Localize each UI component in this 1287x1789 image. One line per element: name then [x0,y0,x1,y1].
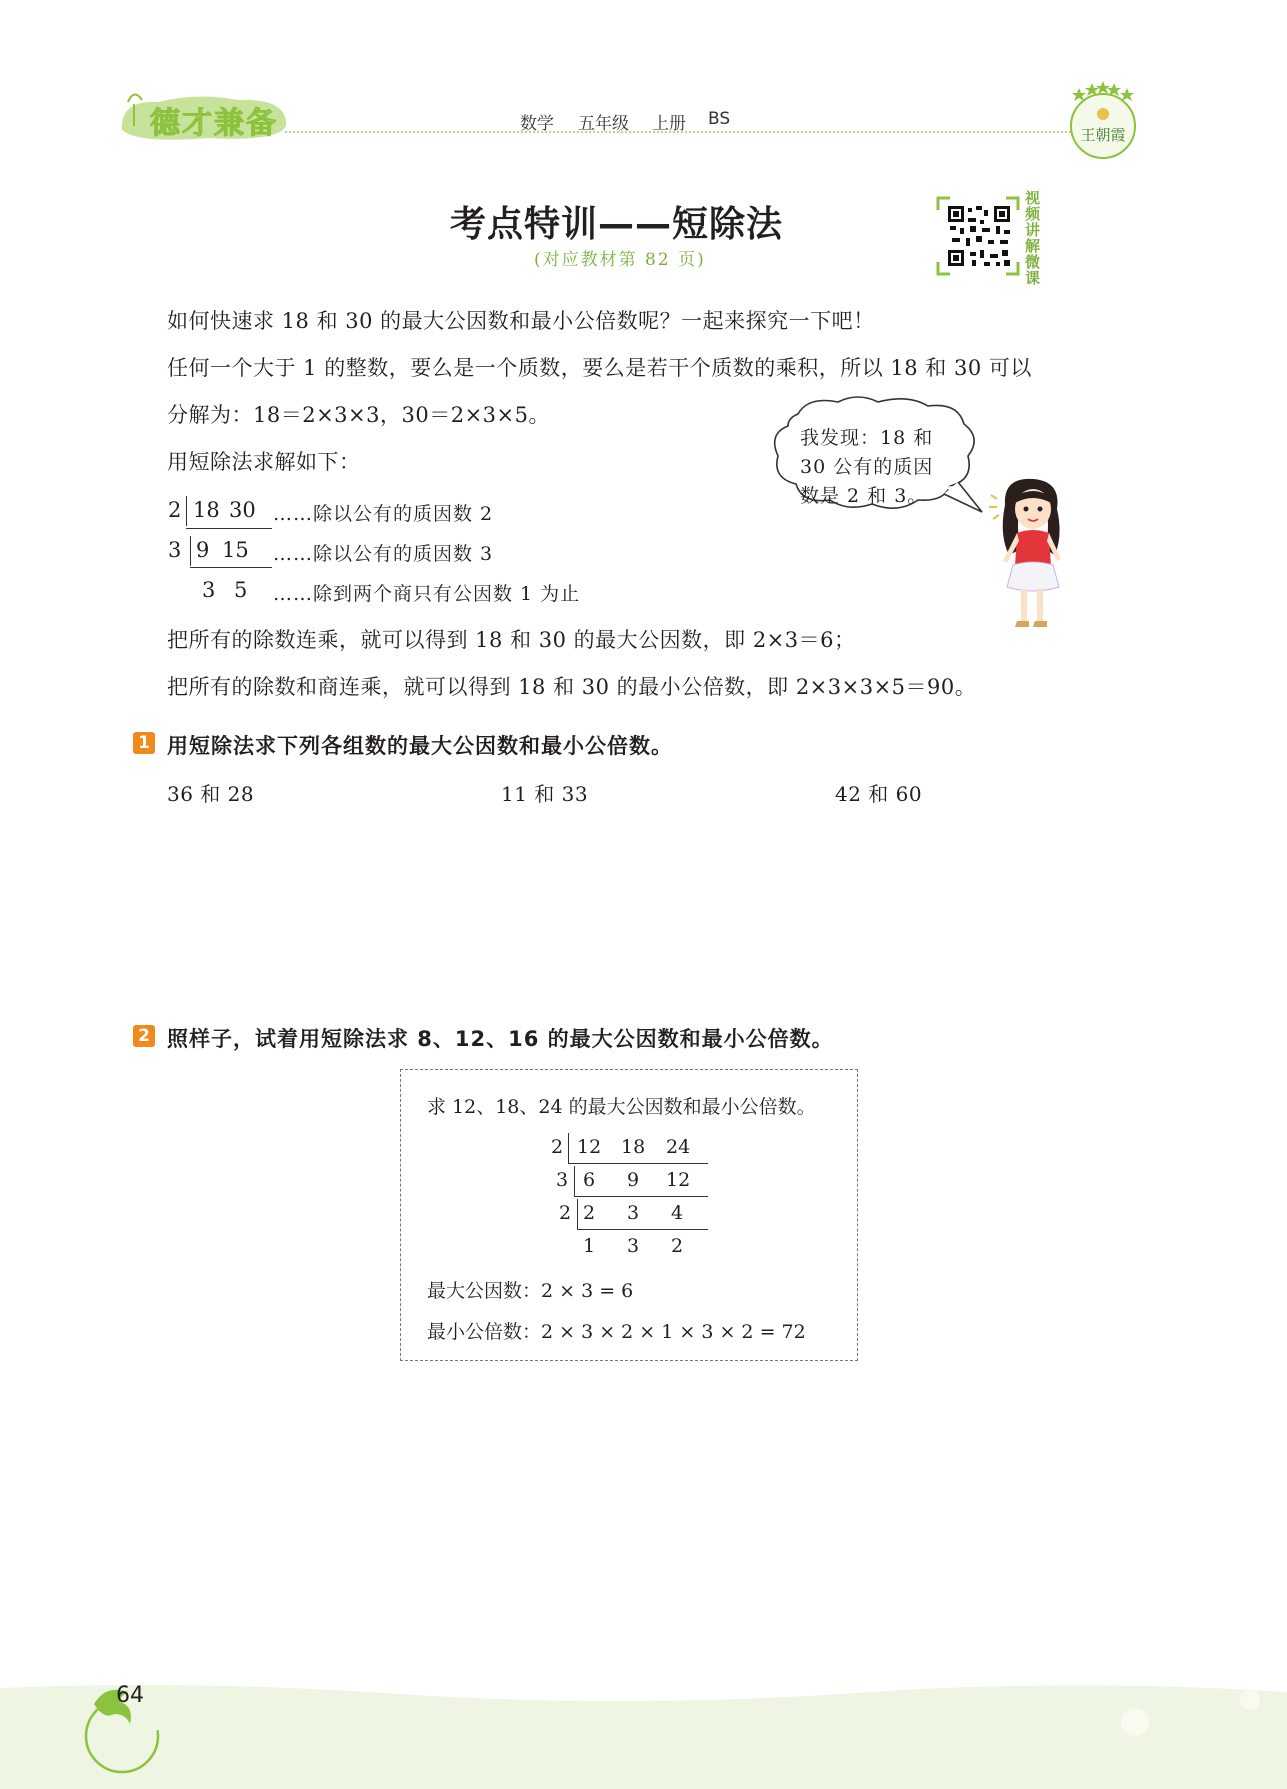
bubble-line-3: 数是 2 和 3。 [800,485,928,507]
example-value-2a: 6 [583,1169,596,1191]
intro-paragraph-2: 任何一个大于 1 的整数，要么是一个质数，要么是若干个质数的乘积，所以 18 和 30 可以 [167,356,1032,380]
header-volume: 上册 [652,114,686,134]
division-value-1a: 18 [193,498,220,522]
intro-paragraph-3: 分解为：18＝2×3×3，30＝2×3×5。 [167,403,550,427]
bubble-line-1: 我发现：18 和 [800,427,934,449]
division-bracket-2 [190,536,191,566]
intro-paragraph-1: 如何快速求 18 和 30 的最大公因数和最小公倍数呢？一起来探究一下吧！ [167,309,875,333]
example-gcd: 最大公因数：2 × 3 = 6 [427,1280,634,1302]
qr-label: 视频讲解微课 [1025,189,1041,287]
question-2-badge: 2 [133,1025,155,1047]
example-value-3a: 2 [583,1202,596,1224]
example-bracket-1 [568,1133,569,1163]
example-rule-2 [574,1196,708,1197]
division-note-1: ……除以公有的质因数 2 [273,503,494,525]
division-quotient-b: 5 [234,578,248,602]
question-1-badge: 1 [133,732,155,754]
example-quotient-b: 3 [627,1235,640,1257]
q1-item-2: 11 和 33 [501,782,589,806]
division-value-2b: 15 [222,538,249,562]
example-rule-1 [568,1163,708,1164]
qr-code-icon[interactable] [936,196,1020,276]
example-divisor-2: 3 [556,1169,569,1191]
division-divisor-1: 2 [168,498,182,522]
division-bracket-1 [186,496,187,526]
division-rule-2 [190,567,272,568]
division-quotient-a: 3 [202,578,216,602]
girl-illustration [985,475,1075,635]
bubble-line-2: 30 公有的质因 [800,456,934,478]
example-divisor-1: 2 [551,1136,564,1158]
example-value-3c: 4 [671,1202,684,1224]
page-title: 考点特训——短除法 [450,204,784,245]
division-note-2: ……除以公有的质因数 3 [273,543,494,565]
q1-item-1: 36 和 28 [167,782,255,806]
bubble-text [800,424,960,511]
division-rule-1 [186,528,272,529]
example-bracket-3 [577,1199,578,1229]
division-value-2a: 9 [196,538,210,562]
header-subject: 数学 [520,114,554,134]
example-value-1c: 24 [666,1136,691,1158]
conclusion-lcm: 把所有的除数和商连乘，就可以得到 18 和 30 的最小公倍数，即 2×3×3×5＝90。 [167,675,977,699]
example-quotient-a: 1 [583,1235,596,1257]
header-edition: BS [708,109,731,129]
page-number: 64 [116,1683,144,1708]
example-prompt: 求 12、18、24 的最大公因数和最小公倍数。 [427,1096,816,1118]
division-divisor-2: 3 [168,538,182,562]
example-divisor-3: 2 [559,1202,572,1224]
example-value-2b: 9 [627,1169,640,1191]
example-value-3b: 3 [627,1202,640,1224]
example-rule-3 [577,1229,708,1230]
division-note-3: ……除到两个商只有公因数 1 为止 [273,583,581,605]
example-value-2c: 12 [666,1169,691,1191]
question-2-text: 照样子，试着用短除法求 8、12、16 的最大公因数和最小公倍数。 [167,1027,834,1051]
footer-decoration [0,1680,1287,1789]
division-value-1b: 30 [229,498,256,522]
q1-item-3: 42 和 60 [835,782,923,806]
example-value-1b: 18 [621,1136,646,1158]
author-badge-text: 王朝霞 [1080,126,1126,144]
header-grade: 五年级 [578,114,629,134]
author-seal-icon [1065,78,1141,168]
brand-text: 德才兼备 [150,106,278,141]
example-lcm: 最小公倍数：2 × 3 × 2 × 1 × 3 × 2 = 72 [427,1321,806,1343]
example-bracket-2 [574,1166,575,1196]
example-quotient-c: 2 [671,1235,684,1257]
question-1-text: 用短除法求下列各组数的最大公因数和最小公倍数。 [167,734,673,758]
intro-paragraph-4: 用短除法求解如下： [167,450,361,474]
conclusion-gcd: 把所有的除数连乘，就可以得到 18 和 30 的最大公因数，即 2×3＝6； [167,628,856,652]
example-value-1a: 12 [577,1136,602,1158]
page-subtitle: (对应教材第 82 页) [534,250,706,270]
